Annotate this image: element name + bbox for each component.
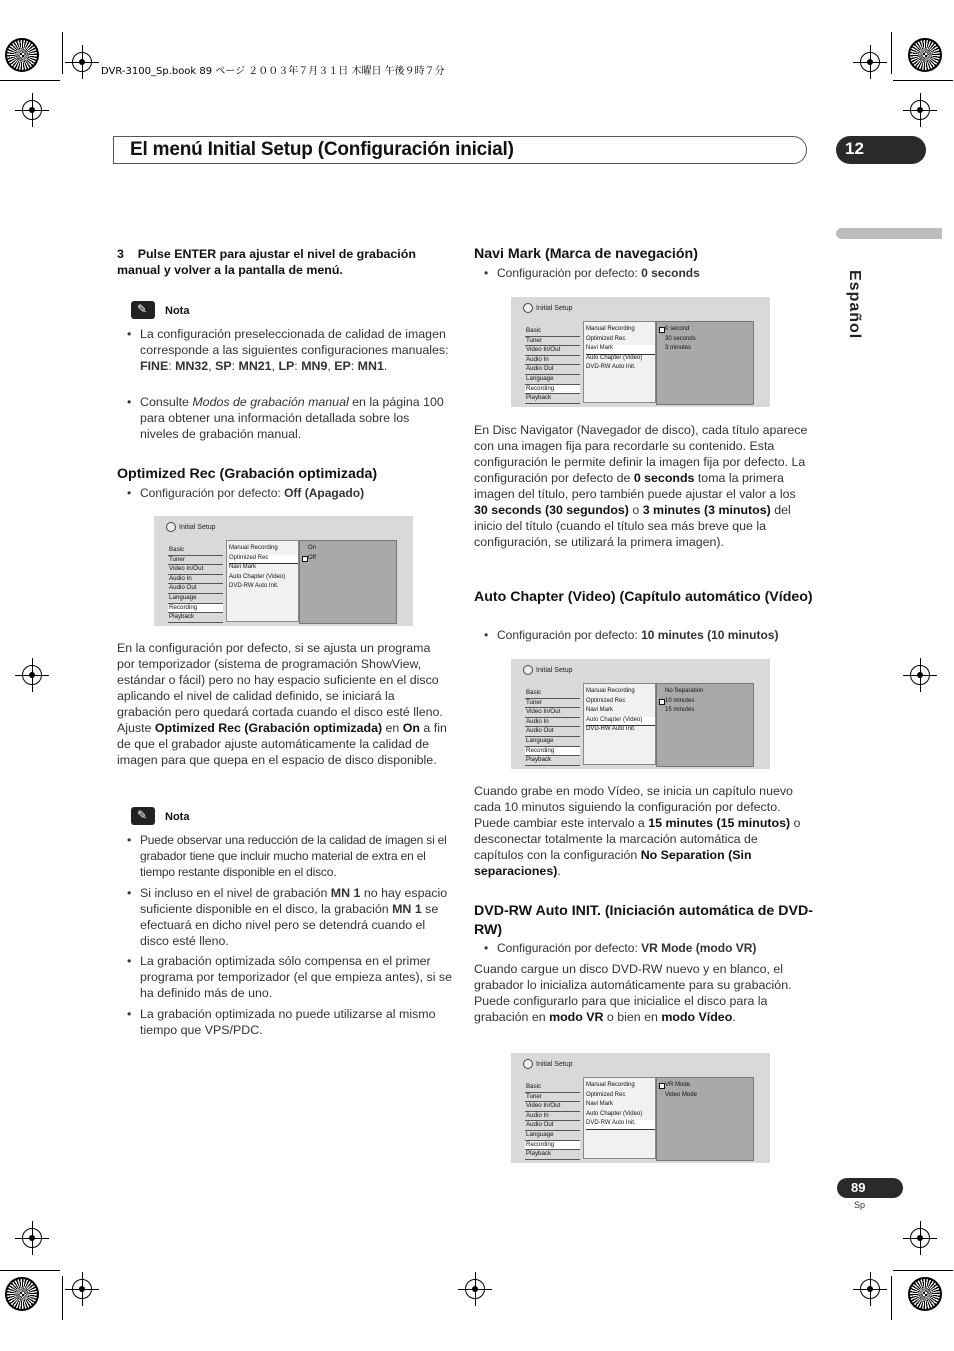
option-selected: Off: [308, 555, 396, 565]
chapter-number-tab: 12: [836, 136, 926, 164]
crosshair-mark: [910, 1228, 930, 1248]
text: .: [732, 1010, 736, 1024]
text: Puede observar una reducción de la calidad de imagen si el grabador tiene que incluir mucho material de extra en el tiempo restante disponible en el disco.: [140, 833, 447, 879]
submenu-item: Optimized Rec: [586, 697, 626, 704]
nota1-bullet-1: • La configuración preseleccionada de calidad de imagen corresponde a las siguientes configuraciones manuales: FINE: MN32, SP: MN21, LP: MN9, EP: MN1.: [127, 327, 449, 373]
registration-sunburst-bottom-right: [908, 1277, 942, 1311]
crosshair-mark: [72, 1279, 92, 1299]
submenu-item: Navi Mark: [586, 707, 614, 714]
crosshair-mark: [465, 1279, 485, 1299]
text: MN9: [301, 359, 328, 373]
optimized-default: • Configuración por defecto: Off (Apagado): [127, 486, 365, 500]
text: La configuración preseleccionada de calidad de imagen corresponde a las siguientes configuraciones manuales:: [140, 327, 449, 357]
submenu-item: DVD-RW Auto Init.: [586, 1120, 655, 1130]
text: o bien en: [603, 1010, 662, 1024]
submenu-item: Manual Recording: [586, 326, 635, 332]
crop-mark: [62, 1276, 63, 1320]
text: En Disc Navigator (Navegador de disco), cada título aparece con una imagen fija para recordarle su contenido. Esta configuración le permite definir la imagen fija por defecto. La configuración por defecto de: [474, 423, 808, 485]
submenu-item: DVD-RW Auto Init.: [229, 583, 279, 590]
text: VR Mode (modo VR): [641, 941, 757, 955]
option: On: [308, 545, 317, 551]
crop-mark: [0, 80, 60, 81]
registration-sunburst-top-right: [908, 38, 942, 72]
submenu-item: Navi Mark: [229, 564, 257, 571]
submenu-item: DVD-RW Auto Init.: [586, 726, 636, 733]
crosshair-mark: [910, 665, 930, 685]
menu-item: Basic: [525, 1083, 580, 1093]
text: Optimized Rec (Grabación optimizada): [154, 721, 383, 735]
language-tab-bar: [836, 228, 942, 239]
navi-default: • Configuración por defecto: 0 seconds: [484, 266, 700, 280]
screen-navi-mark: [511, 297, 770, 407]
option: 3 minutes: [665, 345, 692, 352]
option-selected: 10 minutes: [665, 698, 753, 708]
nota2-bullet-4: • La grabación optimizada no puede utilizarse al mismo tiempo que VPS/PDC.: [127, 1007, 436, 1037]
page-number: 89: [837, 1178, 903, 1198]
submenu-item: Auto Chapter (Video): [586, 717, 655, 727]
menu-item: Recording: [525, 1141, 580, 1151]
crop-mark: [891, 1276, 892, 1320]
screen-header: Initial Setup: [179, 524, 216, 531]
text: del inicio del título (cuando el título sea más breve que la configuración, se utilizará la primera imagen).: [474, 503, 791, 549]
text: modo VR: [549, 1010, 604, 1024]
dvdrw-default: • Configuración por defecto: VR Mode (modo VR): [484, 941, 757, 955]
screen-header: Initial Setup: [536, 1061, 573, 1068]
text: Si incluso en el nivel de grabación: [140, 886, 331, 900]
dvdrw-heading: DVD-RW Auto INIT. (Iniciación automática de DVD-RW): [474, 903, 813, 938]
autochapter-paragraph: [474, 783, 810, 879]
book-header: DVR-3100_Sp.book 89 ページ ２００３年７月３１日 木曜日 午後９時７分: [101, 66, 445, 77]
text: La grabación optimizada no puede utilizarse al mismo tiempo que VPS/PDC.: [140, 1007, 436, 1037]
menu-item: Audio In: [525, 356, 580, 366]
menu-item: Audio In: [525, 1112, 580, 1122]
menu-item: Audio Out: [525, 365, 580, 375]
text: a fin de que el grabador ajuste automáticamente la calidad de imagen para que quepa en el espacio de disco disponible.: [117, 721, 447, 767]
dvdrw-paragraph: [474, 961, 810, 1025]
registration-sunburst-bottom-left: [5, 1277, 39, 1311]
crop-mark: [0, 1270, 60, 1271]
text: FINE: [140, 359, 169, 373]
nota-label: Nota: [165, 811, 190, 823]
text: o: [628, 503, 643, 517]
text: Consulte: [140, 395, 193, 409]
page-title: El menú Initial Setup (Configuración inicial): [130, 139, 514, 160]
crosshair-mark: [22, 100, 42, 120]
menu-item: Tuner: [525, 699, 580, 709]
menu-item: Video In/Out: [525, 708, 580, 718]
pencil-note-icon: ✎: [131, 301, 155, 319]
menu-item: Recording: [525, 385, 580, 395]
crop-mark: [893, 80, 953, 81]
menu-item: Language: [525, 1131, 580, 1141]
text: no hay espacio suficiente disponible en el disco, la grabación: [140, 886, 448, 916]
text: 30 seconds (30 segundos): [474, 503, 629, 517]
menu-item: Tuner: [525, 337, 580, 347]
menu-item: Tuner: [168, 556, 223, 566]
crop-mark: [893, 1270, 953, 1271]
menu-item: Video In/Out: [525, 1102, 580, 1112]
screen-dvdrw-auto-init: [511, 1053, 770, 1163]
option: Video Mode: [665, 1091, 697, 1098]
menu-item: Tuner: [525, 1093, 580, 1103]
text: Cuando cargue un disco DVD-RW nuevo y en blanco, el grabador lo inicializa automáticamente para su grabación. Puede configurarlo para que inicialice el disco para la grabación en: [474, 962, 792, 1024]
text: se efectuará en dicho nivel pero se detendrá cuando el disco esté lleno.: [140, 902, 439, 948]
text: 15 minutes (15 minutos): [648, 816, 791, 830]
menu-item: Audio Out: [525, 727, 580, 737]
submenu-item: Manual Recording: [586, 688, 635, 694]
text: Off (Apagado): [284, 486, 365, 500]
submenu-item: Auto Chapter (Video): [229, 573, 286, 580]
navi-paragraph: [474, 422, 810, 550]
submenu-item: Navi Mark: [586, 1101, 614, 1108]
nota1-bullet-2: • Consulte Modos de grabación manual en la página 100 para obtener una información detallada sobre los niveles de grabación manual.: [127, 395, 444, 441]
menu-item: Language: [525, 375, 580, 385]
menu-item: Playback: [525, 394, 580, 404]
menu-item: Language: [525, 737, 580, 747]
option-selected: 0 second: [665, 326, 753, 336]
crosshair-mark: [22, 665, 42, 685]
text: No Separation (Sin separaciones): [474, 848, 752, 878]
text: MN 1: [330, 886, 361, 900]
text: .: [557, 864, 561, 878]
submenu-item: Manual Recording: [229, 545, 278, 551]
crop-mark: [891, 32, 892, 74]
text: MN1: [357, 359, 384, 373]
text: Configuración por defecto:: [497, 628, 642, 642]
text: toma la primera imagen del título, pero también puede ajustar el valor a los: [474, 471, 796, 501]
text: Configuración por defecto:: [497, 941, 642, 955]
menu-item: Basic: [168, 546, 223, 556]
option: 15 minutes: [665, 707, 695, 714]
text: MN32: [175, 359, 209, 373]
menu-item: Playback: [525, 1150, 580, 1160]
navi-heading: Navi Mark (Marca de navegación): [474, 246, 698, 262]
text: en: [382, 721, 403, 735]
screen-header: Initial Setup: [536, 667, 573, 674]
menu-item: Audio In: [525, 718, 580, 728]
crosshair-mark: [910, 100, 930, 120]
screen-optimized-rec: [154, 516, 413, 626]
text: 0 seconds: [641, 266, 700, 280]
text: On: [402, 721, 420, 735]
menu-item: Recording: [525, 747, 580, 757]
autochapter-default: • Configuración por defecto: 10 minutes (10 minutos): [484, 628, 779, 642]
menu-item: Audio Out: [525, 1121, 580, 1131]
crosshair-mark: [22, 1228, 42, 1248]
crosshair-mark: [860, 1279, 880, 1299]
menu-item: Video In/Out: [525, 346, 580, 356]
text: Modos de grabación manual: [192, 395, 349, 409]
text: o desconectar totalmente la marcación automática de capítulos con la configuración: [474, 816, 801, 862]
step-number: 3: [117, 247, 124, 261]
text: 3 minutes (3 minutos): [642, 503, 771, 517]
text: MN 1: [392, 902, 422, 916]
option-selected: VR Mode: [665, 1082, 753, 1092]
text: Cuando grabe en modo Vídeo, se inicia un capítulo nuevo cada 10 minutos siguiendo la configuración por defecto. Puede cambiar este intervalo a: [474, 784, 793, 830]
option: 30 seconds: [665, 335, 696, 342]
text: EP: [334, 359, 351, 373]
menu-item: Playback: [168, 613, 223, 623]
text: 10 minutes (10 minutos): [641, 628, 779, 642]
submenu-item: Optimized Rec: [229, 555, 298, 565]
submenu-item: Auto Chapter (Video): [586, 354, 643, 361]
step-text: Pulse ENTER para ajustar el nivel de grabación manual y volver a la pantalla de menú.: [117, 247, 416, 277]
menu-item: Audio Out: [168, 584, 223, 594]
submenu-item: DVD-RW Auto Init.: [586, 364, 636, 371]
menu-item: Basic: [525, 689, 580, 699]
text: La grabación optimizada sólo compensa en el primer programa por temporizador (el que empieza antes), si se ha definido más de uno.: [140, 954, 452, 1000]
menu-item: Audio In: [168, 575, 223, 585]
autochapter-heading: Auto Chapter (Video) (Capítulo automático (Vídeo): [474, 589, 813, 605]
registration-sunburst-top-left: [5, 38, 39, 72]
text: En la configuración por defecto, si se ajusta un programa por temporizador (sistema de programación ShowView, estándar o fácil) pero no hay espacio suficiente en el disco aplicando el nivel de calidad definido, se iniciará la grabación pero quedará cortada cuando el disco esté lleno. Ajuste: [117, 641, 443, 735]
nota2-bullet-2: • Si incluso en el nivel de grabación MN 1 no hay espacio suficiente disponible en el disco, la grabación MN 1 se efectuará en dicho nivel pero se detendrá cuando el disco esté lleno.: [127, 886, 448, 948]
menu-item: Basic: [525, 327, 580, 337]
text: MN21: [238, 359, 272, 373]
text: SP: [215, 359, 232, 373]
submenu-item: Manual Recording: [586, 1082, 635, 1088]
text: en la página 100 para obtener una información detallada sobre los niveles de grabación manual.: [140, 395, 444, 441]
menu-item: Language: [168, 594, 223, 604]
screen-header: Initial Setup: [536, 305, 573, 312]
page-language-code: Sp: [854, 1200, 866, 1210]
submenu-item: Navi Mark: [586, 345, 655, 355]
optimized-heading: Optimized Rec (Grabación optimizada): [117, 466, 378, 482]
nota-label: Nota: [165, 305, 190, 317]
menu-item: Recording: [168, 604, 223, 614]
menu-item: Video In/Out: [168, 565, 223, 575]
text: modo Vídeo: [661, 1010, 733, 1024]
text: Configuración por defecto:: [140, 486, 285, 500]
pencil-note-icon: ✎: [131, 807, 155, 825]
nota2-bullet-3: • La grabación optimizada sólo compensa en el primer programa por temporizador (el que empieza antes), si se ha definido más de uno.: [127, 954, 452, 1000]
crosshair-mark: [72, 52, 92, 72]
language-tab-label: Español: [846, 270, 863, 340]
text: 0 seconds: [633, 471, 695, 485]
crop-mark: [62, 32, 63, 74]
submenu-item: Auto Chapter (Video): [586, 1110, 643, 1117]
text: Configuración por defecto:: [497, 266, 642, 280]
submenu-item: Optimized Rec: [586, 1091, 626, 1098]
crosshair-mark: [860, 52, 880, 72]
step-3: [117, 246, 447, 278]
nota2-bullet-1: • Puede observar una reducción de la calidad de imagen si el grabador tiene que incluir mucho material de extra en el tiempo restante disponible en el disco.: [127, 833, 447, 879]
option: No Separation: [665, 688, 704, 694]
page-title-bar: [113, 136, 807, 164]
screen-auto-chapter: [511, 659, 770, 769]
optimized-paragraph: [117, 640, 450, 768]
menu-item: Playback: [525, 756, 580, 766]
text: LP: [278, 359, 295, 373]
submenu-item: Optimized Rec: [586, 335, 626, 342]
